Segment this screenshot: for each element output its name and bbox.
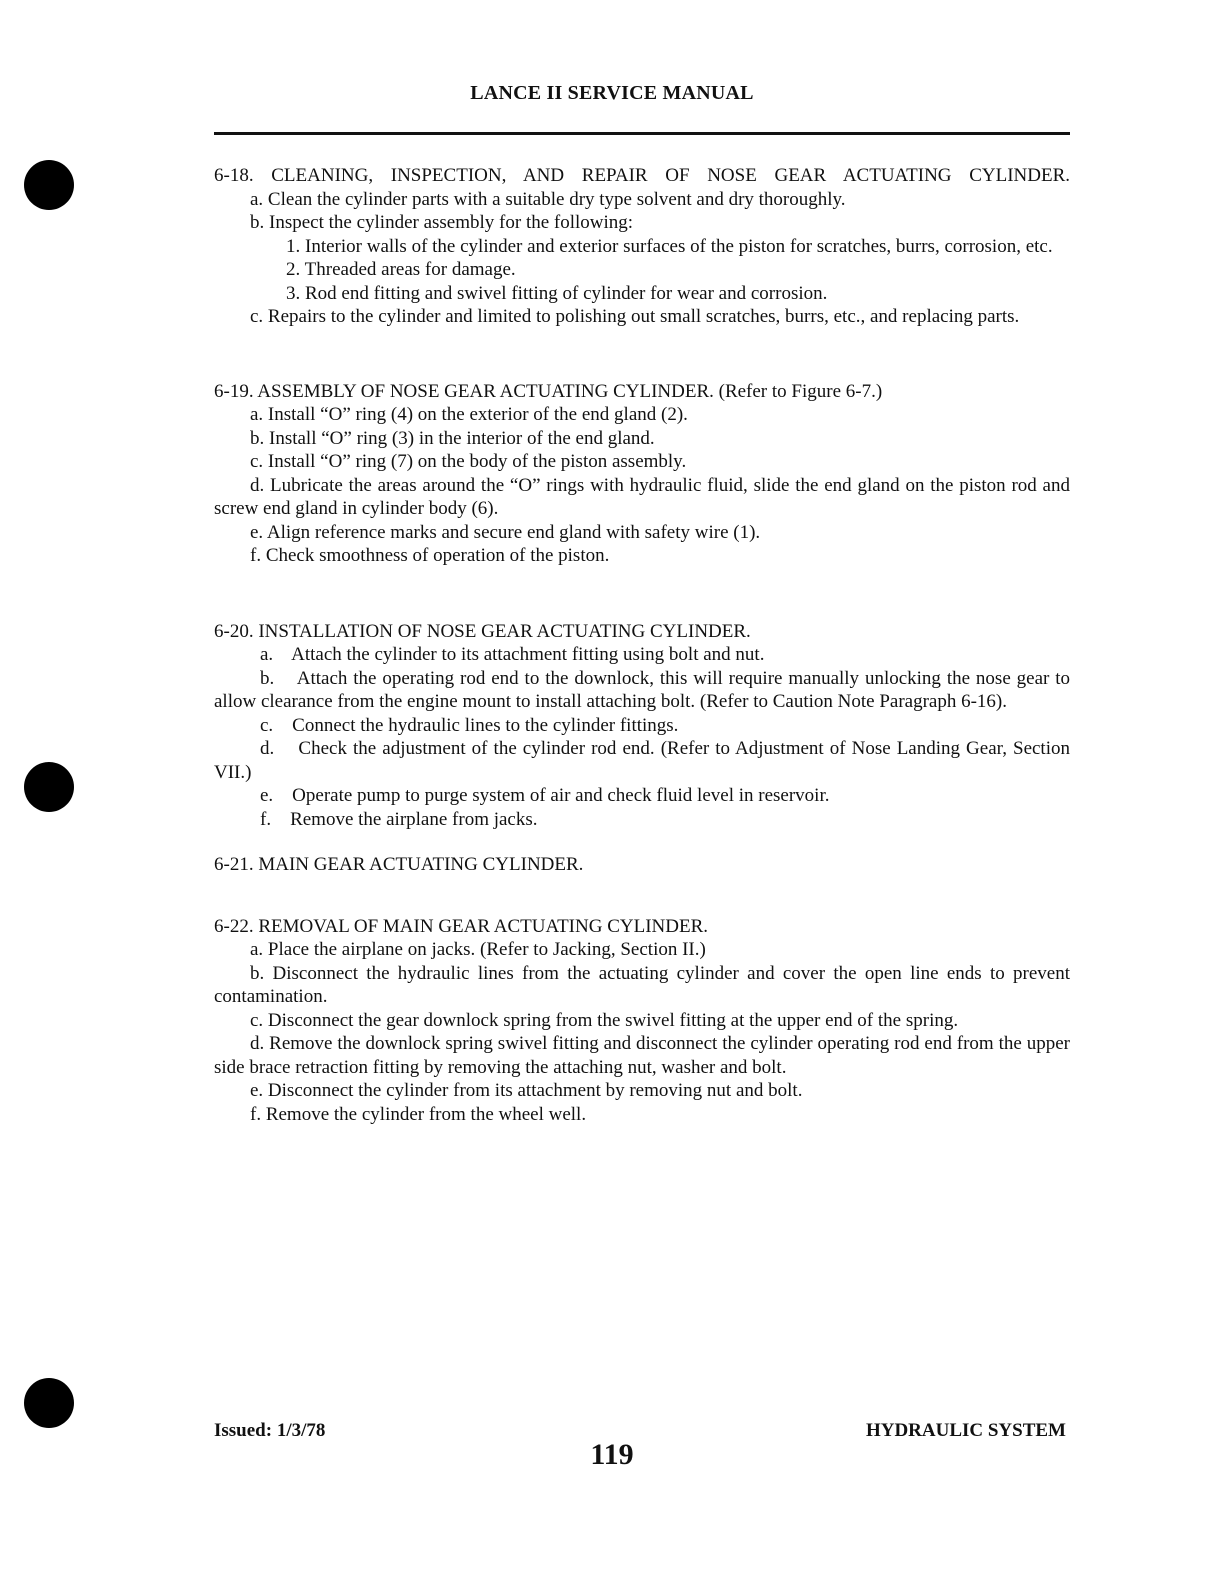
list-item: e. Operate pump to purge system of air and check fluid level in reservoir. bbox=[260, 785, 830, 806]
section-6-20 bbox=[214, 620, 1075, 832]
list-item: a. Place the airplane on jacks. (Refer to Jacking, Section II.) bbox=[250, 939, 706, 960]
list-item: e. Disconnect the cylinder from its attachment by removing nut and bolt. bbox=[250, 1080, 803, 1101]
list-item: 1. Interior walls of the cylinder and exterior surfaces of the piston for scratches, burrs, corrosion, etc. bbox=[286, 235, 1053, 257]
list-item: c. Repairs to the cylinder and limited to polishing out small scratches, burrs, etc., and replacing parts. bbox=[250, 306, 1020, 327]
list-item: a. Clean the cylinder parts with a suitable dry type solvent and dry thoroughly. bbox=[250, 188, 846, 210]
list-item: b. Disconnect the hydraulic lines from the actuating cylinder and cover the open line ends to prevent contamination. bbox=[214, 962, 1070, 1007]
list-item: b. Attach the operating rod end to the downlock, this will require manually unlocking the nose gear to allow clearance from the engine mount to install attaching bolt. (Refer to Caution Note Paragraph 6-16). bbox=[214, 667, 1075, 712]
section-heading: 6-20. INSTALLATION OF NOSE GEAR ACTUATING CYLINDER. bbox=[214, 620, 751, 642]
list-item: 2. Threaded areas for damage. bbox=[286, 259, 516, 280]
manual-title: LANCE II SERVICE MANUAL bbox=[470, 82, 754, 104]
section-heading: 6-22. REMOVAL OF MAIN GEAR ACTUATING CYLINDER. bbox=[214, 915, 708, 937]
list-item: a. Install “O” ring (4) on the exterior of the end gland (2). bbox=[250, 404, 688, 425]
list-item: c. Disconnect the gear downlock spring from the swivel fitting at the upper end of the spring. bbox=[250, 1009, 959, 1031]
list-item: d. Lubricate the areas around the “O” rings with hydraulic fluid, slide the end gland on the piston rod and screw end gland in cylinder body (6). bbox=[214, 474, 1070, 519]
list-item: d. Check the adjustment of the cylinder rod end. (Refer to Adjustment of Nose Landing Gear, Section VII.) bbox=[214, 738, 1075, 783]
page-number: 119 bbox=[590, 1438, 634, 1471]
list-item: b. Inspect the cylinder assembly for the following: bbox=[250, 212, 634, 233]
section-6-21 bbox=[214, 853, 1070, 877]
list-item: d. Remove the downlock spring swivel fitting and disconnect the cylinder operating rod end from the upper side brace retraction fitting by removing the attaching nut, washer and bolt. bbox=[214, 1033, 1070, 1078]
list-item: 3. Rod end fitting and swivel fitting of cylinder for wear and corrosion. bbox=[286, 282, 828, 304]
page-content bbox=[214, 164, 1075, 1126]
binder-hole-bottom bbox=[24, 1378, 74, 1428]
section-name: HYDRAULIC SYSTEM bbox=[865, 1420, 1066, 1441]
binder-hole-middle bbox=[24, 762, 74, 812]
section-heading: 6-21. MAIN GEAR ACTUATING CYLINDER. bbox=[214, 854, 584, 875]
list-item: e. Align reference marks and secure end gland with safety wire (1). bbox=[250, 521, 761, 543]
section-6-18 bbox=[214, 164, 1070, 329]
list-item: a. Attach the cylinder to its attachment fitting using bolt and nut. bbox=[260, 644, 765, 665]
binder-hole-top bbox=[24, 160, 74, 210]
issued-date: Issued: 1/3/78 bbox=[214, 1420, 326, 1441]
section-heading: 6-18. CLEANING, INSPECTION, AND REPAIR OF NOSE GEAR ACTUATING CYLINDER. bbox=[214, 165, 1070, 186]
list-item: f. Remove the cylinder from the wheel well. bbox=[250, 1103, 587, 1125]
section-heading: 6-19. ASSEMBLY OF NOSE GEAR ACTUATING CYLINDER. (Refer to Figure 6-7.) bbox=[214, 380, 883, 402]
list-item: f. Remove the airplane from jacks. bbox=[260, 808, 538, 830]
section-6-19 bbox=[214, 380, 1070, 568]
list-item: b. Install “O” ring (3) in the interior of the end gland. bbox=[250, 427, 655, 449]
list-item: f. Check smoothness of operation of the piston. bbox=[250, 545, 610, 566]
list-item: c. Connect the hydraulic lines to the cylinder fittings. bbox=[260, 714, 679, 736]
header-divider bbox=[214, 132, 1070, 135]
list-item: c. Install “O” ring (7) on the body of the piston assembly. bbox=[250, 451, 687, 472]
section-6-22 bbox=[214, 915, 1070, 1127]
